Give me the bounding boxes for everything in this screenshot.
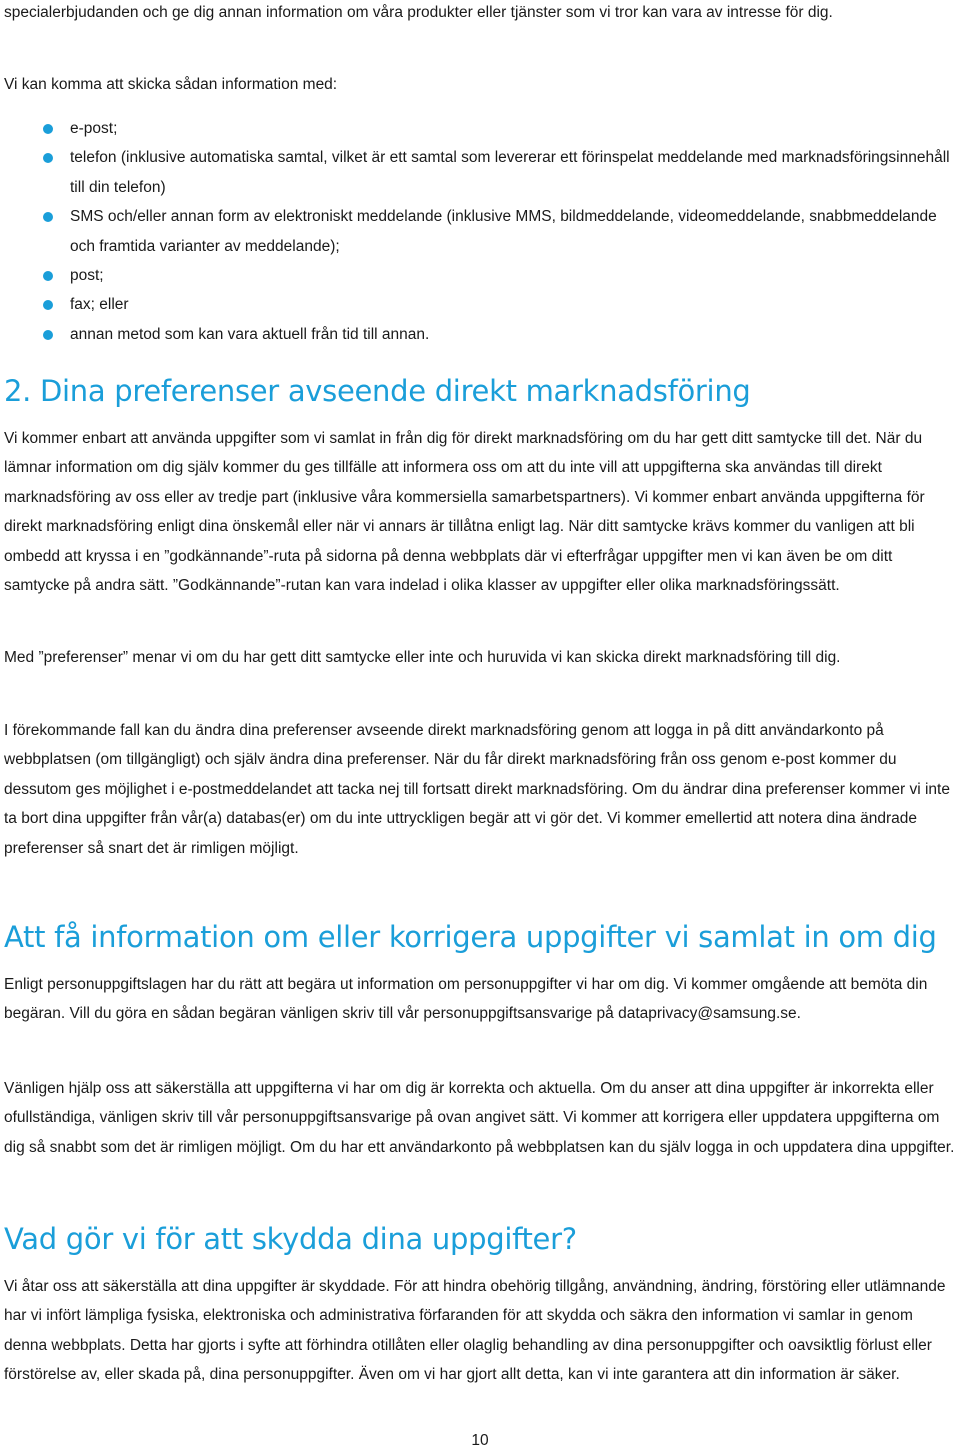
list-item: post; bbox=[0, 261, 956, 290]
bullet-icon bbox=[43, 124, 53, 134]
list-item: fax; eller bbox=[0, 290, 956, 319]
section-heading-preferences: 2. Dina preferenser avseende direkt marknadsföring bbox=[4, 374, 751, 408]
section-heading-protection: Vad gör vi för att skydda dina uppgifter? bbox=[4, 1222, 577, 1256]
intro-paragraph: specialerbjudanden och ge dig annan information om våra produkter eller tjänster som vi tror kan vara av intresse för dig. bbox=[4, 4, 833, 21]
preferences-paragraph-2: Med ”preferenser” menar vi om du har gett ditt samtycke eller inte och huruvida vi kan skicka direkt marknadsföring till dig. bbox=[4, 649, 841, 666]
bullet-icon bbox=[43, 330, 53, 340]
bullet-icon bbox=[43, 153, 53, 163]
preferences-paragraph-1: Vi kommer enbart att använda uppgifter som vi samlat in från dig för direkt marknadsföring om du har gett ditt samtycke till det. När du lämnar information om dig själv kommer du ges tillfälle att informera oss om att du inte vill att uppgifterna ska användas till direkt marknadsföring av oss eller av tredje part (inklusive våra kommersiella samarbetspartners). Vi kommer enbart använda uppgifterna för direkt marknadsföring enligt dina önskemål eller när vi annars är tillåtna enligt lag. När ditt samtycke krävs kommer du vanligen att bli ombedd att kryssa i en ”godkännande”-ruta på sidorna på denna webbplats där vi efterfrågar uppgifter men vi kan även be om ditt samtycke på andra sätt. ”Godkännande”-rutan kan vara indelad i olika klasser av uppgifter eller olika marknadsföringssätt. bbox=[4, 430, 925, 595]
bullet-icon bbox=[43, 212, 53, 222]
page-number: 10 bbox=[471, 1432, 489, 1449]
protection-paragraph: Vi åtar oss att säkerställa att dina uppgifter är skyddade. För att hindra obehörig tillgång, användning, ändring, förstöring eller utlämnande har vi infört lämpliga fysiska, elektroniska och administrativa förfaranden för att skydda och säkra den information vi samlar in genom denna webbplats. Detta har gjorts i syfte att förhindra otillåten eller olaglig behandling av dina personuppgifter och oavsiktlig förlust eller förstörelse av, eller skada på, dina personuppgifter. Även om vi har gjort allt detta, kan vi inte garantera att din information är säker. bbox=[4, 1278, 946, 1384]
contact-methods-list bbox=[0, 114, 956, 349]
list-item: SMS och/eller annan form av elektroniskt meddelande (inklusive MMS, bildmeddelande, videomeddelande, snabbmeddelande och framtida varianter av meddelande); bbox=[0, 202, 956, 261]
list-item: e-post; bbox=[0, 114, 956, 143]
section-heading-access-data: Att få information om eller korrigera uppgifter vi samlat in om dig bbox=[4, 920, 937, 954]
list-item: telefon (inklusive automatiska samtal, vilket är ett samtal som levererar ett förinspelat meddelande med marknadsföringsinnehåll till din telefon) bbox=[0, 143, 956, 202]
access-paragraph-1: Enligt personuppgiftslagen har du rätt att begära ut information om personuppgifter vi har om dig. Vi kommer omgående att bemöta din begäran. Vill du göra en sådan begäran vänligen skriv till vår personuppgiftsansvarige på dataprivacy@samsung.se. bbox=[4, 976, 928, 1023]
bullet-icon bbox=[43, 300, 53, 310]
preferences-paragraph-3: I förekommande fall kan du ändra dina preferenser avseende direkt marknadsföring genom att logga in på ditt användarkonto på webbplatsen (om tillgängligt) och själv ändra dina preferenser. När du får direkt marknadsföring från oss genom e-post kommer du dessutom ges möjlighet i e-postmeddelandet att tacka nej till fortsatt direkt marknadsföring. Om du ändrar dina preferenser kommer vi inte ta bort dina uppgifter från vår(a) databas(er) om du inte uttryckligen begär att vi gör det. Vi kommer emellertid att notera dina ändrade preferenser så snart det är rimligen möjligt. bbox=[4, 722, 950, 857]
contact-intro: Vi kan komma att skicka sådan information med: bbox=[4, 76, 338, 93]
access-paragraph-2: Vänligen hjälp oss att säkerställa att uppgifterna vi har om dig är korrekta och aktuella. Om du anser att dina uppgifter är inkorrekta eller ofullständiga, vänligen skriv till vår personuppgiftsansvarige på ovan angivet sätt. Vi kommer att korrigera eller uppdatera uppgifterna om dig så snabbt som det är rimligen möjligt. Om du har ett användarkonto på webbplatsen kan du själv logga in och uppdatera dina uppgifter. bbox=[4, 1080, 955, 1156]
bullet-icon bbox=[43, 271, 53, 281]
list-item: annan metod som kan vara aktuell från tid till annan. bbox=[0, 320, 956, 349]
